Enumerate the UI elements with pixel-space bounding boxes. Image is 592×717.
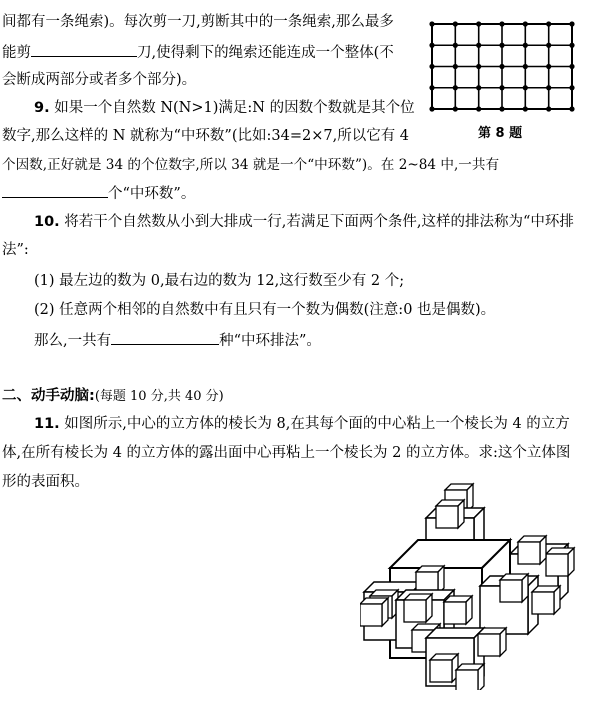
q10-condition-2: (2) 任意两个相邻的自然数中有且只有一个数为偶数(注意:0 也是偶数)。 — [34, 302, 496, 318]
q9-line1-text: 如果一个自然数 N(N>1)满足:N 的因数个数就是其个位 — [54, 100, 415, 116]
q9-text-line4 — [2, 183, 195, 204]
q10-answer-start: 那么,一共有 — [34, 333, 112, 349]
q11-text-line1 — [34, 414, 570, 434]
q11-text-line2: 体,在所有棱长为 4 的立方体的露出面中心再粘上一个棱长为 2 的立方体。求:这个立体图 — [2, 445, 571, 461]
section2-title: 二、动手动脑: — [2, 388, 95, 404]
q10-answer-end: 种“中环排法”。 — [219, 333, 321, 349]
q10-text-line2: 法”: — [2, 242, 29, 258]
q8-text-line1: 间都有一条绳索)。每次剪一刀,剪断其中的一条绳索,那么最多 — [2, 14, 394, 30]
q10-number: 10. — [34, 214, 60, 230]
q8-answer-blank[interactable] — [31, 42, 137, 57]
q8-line2-end: 刀,使得剩下的绳索还能连成一个整体(不 — [137, 45, 394, 61]
q8-text-line3: 会断成两部分或者多个部分)。 — [2, 72, 197, 88]
q8-grid-figure — [428, 20, 580, 116]
q9-line4-text: 个“中环数”。 — [108, 186, 196, 202]
q9-text-line1 — [34, 98, 415, 118]
q11-line1-text: 如图所示,中心的立方体的棱长为 8,在其每个面的中心粘上一个棱长为 4 的立方 — [64, 416, 570, 432]
q10-condition-1: (1) 最左边的数为 0,最右边的数为 12,这行数至少有 2 个; — [34, 273, 405, 289]
section2-note: (每题 10 分,共 40 分) — [94, 389, 224, 404]
section2-heading — [2, 386, 224, 407]
q10-answer-line — [34, 330, 321, 351]
q9-text-line3: 个因数,正好就是 34 的个位数字,所以 34 就是一个“中环数”)。在 2~84 中,一共有 — [2, 157, 500, 173]
q11-number: 11. — [34, 416, 60, 432]
q10-text-line1 — [34, 212, 574, 232]
q10-line1-text: 将若干个自然数从小到大排成一行,若满足下面两个条件,这样的排法称为“中环排 — [64, 214, 574, 230]
q9-text-line2: 数字,那么这样的 N 就称为“中环数”(比如:34=2×7,所以它有 4 — [2, 128, 410, 144]
q10-answer-blank[interactable] — [111, 330, 219, 345]
q8-text-line2 — [2, 42, 394, 63]
q8-line2-start: 能剪 — [2, 45, 31, 61]
q11-text-line3: 形的表面积。 — [2, 474, 89, 490]
q8-figure-caption: 第 8 题 — [478, 126, 523, 141]
q9-number: 9. — [34, 100, 50, 116]
q9-answer-blank[interactable] — [2, 183, 108, 198]
q11-cube-figure — [360, 478, 582, 690]
